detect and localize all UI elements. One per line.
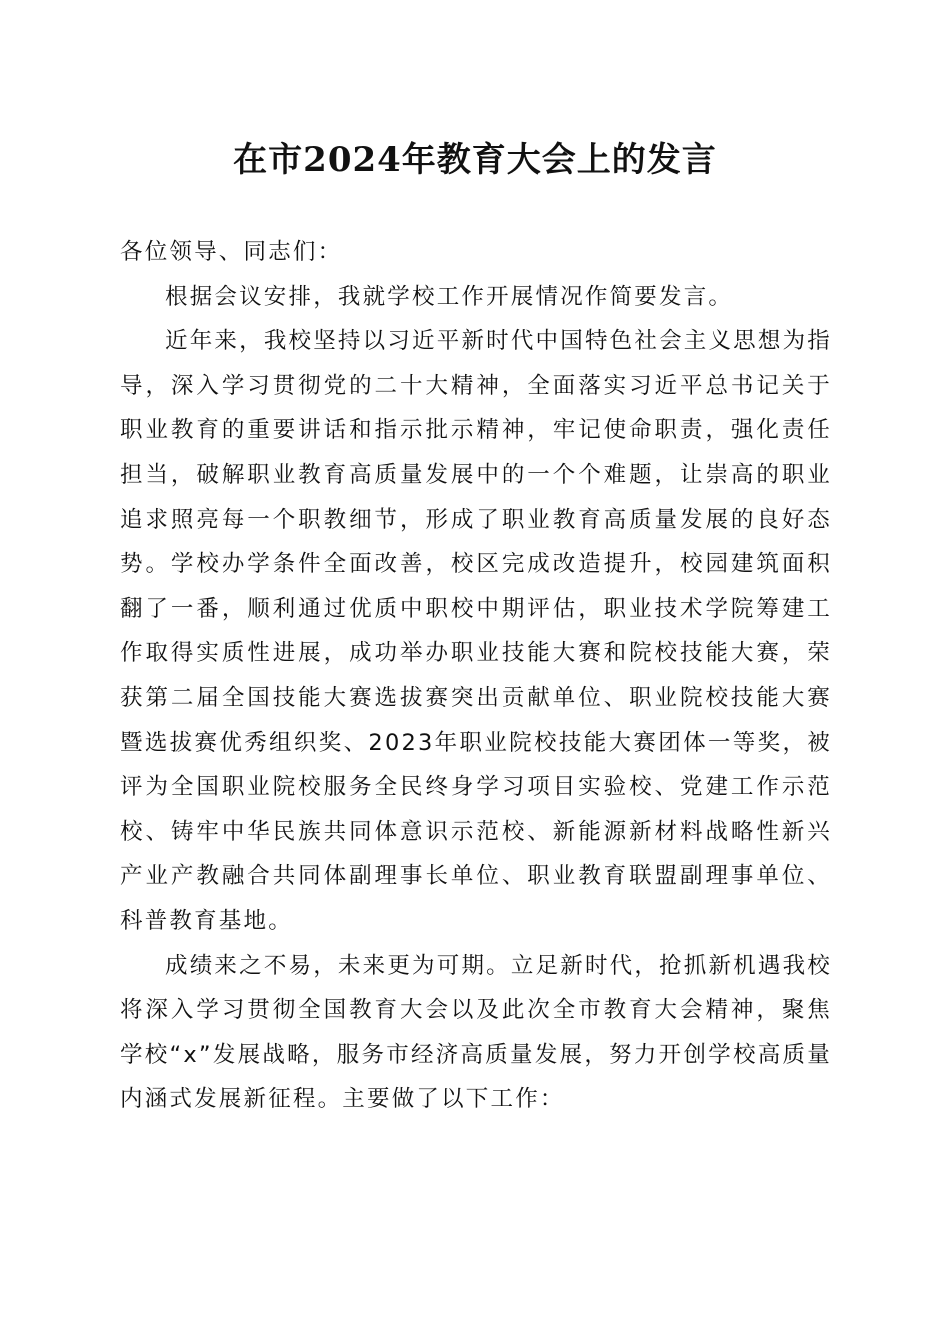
paragraph-intro: 根据会议安排，我就学校工作开展情况作简要发言。	[165, 283, 734, 310]
document-body	[120, 230, 832, 1122]
document-title: 在市2024年教育大会上的发言	[233, 140, 717, 180]
paragraph-outlook: 成绩来之不易，未来更为可期。立足新时代，抢抓新机遇我校将深入学习贯彻全国教育大会以及此次全市教育大会精神，聚焦学校“x”发展战略，服务市经济高质量发展，努力开创学校高质量内涵式发展新征程。主要做了以下工作：	[120, 952, 832, 1113]
salutation: 各位领导、同志们：	[120, 239, 343, 265]
paragraph-achievements: 近年来，我校坚持以习近平新时代中国特色社会主义思想为指导，深入学习贯彻党的二十大精神，全面落实习近平总书记关于职业教育的重要讲话和指示批示精神，牢记使命职责，强化责任担当，破解职业教育高质量发展中的一个个难题，让崇高的职业追求照亮每一个职教细节，形成了职业教育高质量发展的良好态势。学校办学条件全面改善，校区完成改造提升，校园建筑面积翻了一番，顺利通过优质中职校中期评估，职业技术学院筹建工作取得实质性进展，成功举办职业技能大赛和院校技能大赛，荣获第二届全国技能大赛选拔赛突出贡献单位、职业院校技能大赛暨选拔赛优秀组织奖、2023年职业院校技能大赛团体一等奖，被评为全国职业院校服务全民终身学习项目实验校、党建工作示范校、铸牢中华民族共同体意识示范校、新能源新材料战略性新兴产业产教融合共同体副理事长单位、职业教育联盟副理事单位、科普教育基地。	[120, 328, 832, 934]
